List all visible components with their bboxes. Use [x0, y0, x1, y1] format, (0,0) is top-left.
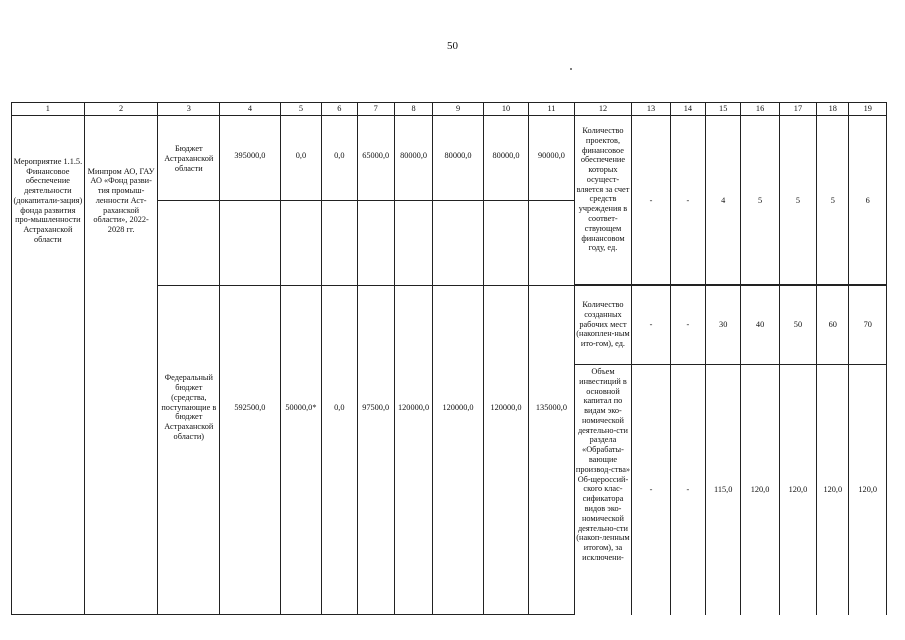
column-header: 1 [12, 103, 85, 116]
column-header: 8 [394, 103, 432, 116]
finance-cell: 395000,0 [220, 116, 281, 286]
finance-cell: 120000,0 [433, 201, 484, 615]
column-header: 10 [483, 103, 528, 116]
indicator-value-cell: - [632, 116, 670, 286]
indicator-value-cell-continued [779, 201, 816, 285]
finance-cell: 135000,0 [529, 201, 574, 615]
indicator-value-cell: 40 [741, 285, 779, 365]
scan-speck [570, 68, 572, 70]
finance-cell: 0,0 [280, 116, 321, 286]
column-header: 6 [322, 103, 357, 116]
column-header: 14 [670, 103, 705, 116]
indicator-value-cell: 70 [849, 285, 887, 365]
column-header: 17 [779, 103, 816, 116]
indicator-value-cell-continued [741, 201, 779, 285]
measure-cell: Мероприятие 1.1.5. Финансовое обеспечение деятельности (докапитали-зация) фонда развития про-мышленности Астраханской области [12, 116, 85, 286]
indicator-value-cell: 5 [817, 116, 849, 286]
finance-cell: 65000,0 [357, 116, 394, 286]
indicator-value-cell: 120,0 [779, 365, 816, 615]
column-header: 5 [280, 103, 321, 116]
finance-cell: 120000,0 [394, 201, 432, 615]
funding-source-cell: Бюджет Астраханской области [158, 116, 220, 286]
page-number: 50 [447, 40, 458, 52]
finance-cell: 80000,0 [483, 116, 528, 286]
finance-cell: 80000,0 [394, 116, 432, 286]
column-header: 12 [574, 103, 632, 116]
column-header: 18 [817, 103, 849, 116]
indicator-value-cell: - [670, 116, 705, 286]
table-row [12, 201, 887, 285]
indicator-value-cell: 50 [779, 285, 816, 365]
column-header: 11 [529, 103, 574, 116]
indicator-value-cell: - [632, 285, 670, 365]
indicator-value-cell: 5 [741, 116, 779, 286]
indicator-value-cell: 5 [779, 116, 816, 286]
column-header: 3 [158, 103, 220, 116]
indicator-value-cell: 115,0 [706, 365, 741, 615]
finance-cell: 120000,0 [483, 201, 528, 615]
measure-cell-continued [12, 201, 85, 615]
column-header: 2 [84, 103, 158, 116]
indicator-name-cell: Количество проектов, финансовое обеспечение которых осущест-вляется за счет средств учреждения в соответ-ствующем финансовом году, ед. [574, 116, 632, 286]
indicator-value-cell: 60 [817, 285, 849, 365]
indicator-value-cell-continued [632, 201, 670, 285]
indicator-value-cell-continued [706, 201, 741, 285]
finance-cell: 592500,0 [220, 201, 281, 615]
indicator-value-cell: - [670, 285, 705, 365]
indicator-value-cell: 120,0 [849, 365, 887, 615]
finance-cell: 0,0 [322, 201, 357, 615]
column-header: 13 [632, 103, 670, 116]
indicator-value-cell: - [670, 365, 705, 615]
indicator-value-cell: 120,0 [741, 365, 779, 615]
indicator-value-cell-continued [670, 201, 705, 285]
indicator-name-cell-continued [574, 201, 632, 285]
finance-cell: 50000,0* [280, 201, 321, 615]
column-header: 9 [433, 103, 484, 116]
program-table-lower [11, 200, 887, 615]
column-header: 4 [220, 103, 281, 116]
column-header: 16 [741, 103, 779, 116]
indicator-value-cell: - [632, 365, 670, 615]
indicator-value-cell-continued [817, 201, 849, 285]
finance-cell: 0,0 [322, 116, 357, 286]
funding-source-cell: Федеральный бюджет (средства, поступающие в бюджет Астраханской области) [158, 201, 220, 615]
finance-cell: 90000,0 [529, 116, 574, 286]
column-header: 19 [849, 103, 887, 116]
indicator-value-cell: 30 [706, 285, 741, 365]
indicator-value-cell-continued [849, 201, 887, 285]
header-row [12, 103, 887, 116]
column-header: 7 [357, 103, 394, 116]
finance-cell: 97500,0 [357, 201, 394, 615]
indicator-value-cell: 120,0 [817, 365, 849, 615]
executor-cell: Минпром АО, ГАУ АО «Фонд разви-тия промыш-ленности Аст-раханской области», 2022-2028 гг. [84, 116, 158, 286]
column-header: 15 [706, 103, 741, 116]
finance-cell: 80000,0 [433, 116, 484, 286]
indicator-name-cell: Объем инвестиций в основной капитал по видам эко-номической деятельно-сти раздела «Обрабаты-вающие производ-ства» Об-щероссий-ского клас-сификатора видов эко-номической деятельно-сти (накоп-ленным итогом), за исключени- [574, 365, 632, 615]
executor-cell-continued [84, 201, 158, 615]
indicator-value-cell: 4 [706, 116, 741, 286]
indicator-value-cell: 6 [849, 116, 887, 286]
indicator-name-cell: Количество созданных рабочих мест (накоплен-ным ито-гом), ед. [574, 285, 632, 365]
